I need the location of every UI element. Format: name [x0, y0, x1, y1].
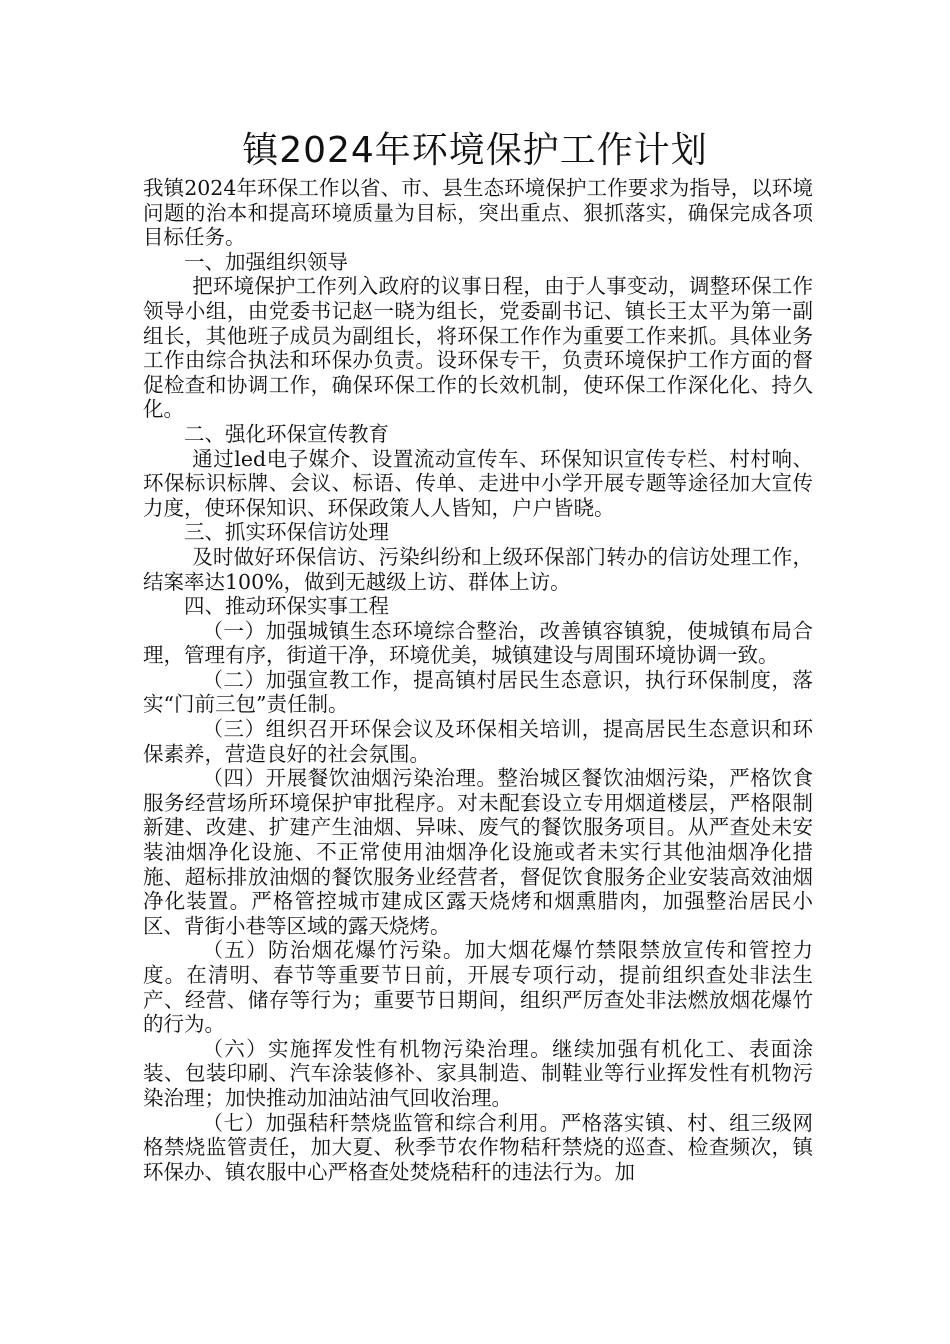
paragraph-project-1: （一）加强城镇生态环境综合整治，改善镇容镇貌，使城镇布局合理，管理有序，街道干净，环境优美，城镇建设与周围环境协调一致。	[143, 618, 813, 668]
section-heading-projects: 四、推动环保实事工程	[184, 594, 389, 619]
paragraph-project-4: （四）开展餐饮油烟污染治理。整治城区餐饮油烟污染，严格饮食服务经营场所环境保护审批程序。对未配套设立专用烟道楼层，严格限制新建、改建、扩建产生油烟、异味、废气的餐饮服务项目。从严查处未安装油烟净化设施、不正常使用油烟净化设施或者未实行其他油烟净化措施、超标排放油烟的餐饮服务业经营者，督促饮食服务企业安装高效油烟净化装置。严格管控城市建成区露天烧烤和烟熏腊肉，加强整治居民小区、背街小巷等区域的露天烧烤。	[143, 766, 813, 938]
section-heading-petitions: 三、抓实环保信访处理	[184, 520, 389, 545]
paragraph-project-7: （七）加强秸秆禁烧监管和综合利用。严格落实镇、村、组三级网格禁烧监管责任，加大夏、秋季节农作物秸秆禁烧的巡查、检查频次，镇环保办、镇农服中心严格查处焚烧秸秆的违法行为。加	[143, 1110, 813, 1184]
document-title: 镇2024年环境保护工作计划	[242, 130, 708, 171]
section-heading-organization: 一、加强组织领导	[184, 249, 348, 274]
paragraph-project-3: （三）组织召开环保会议及环保相关培训，提高居民生态意识和环保素养，营造良好的社会氛围。	[143, 717, 813, 766]
paragraph-project-6: （六）实施挥发性有机物污染治理。继续加强有机化工、表面涂装、包装印刷、汽车涂装修补、家具制造、制鞋业等行业挥发性有机物污染治理；加快推动加油站油气回收治理。	[143, 1036, 813, 1110]
paragraph-project-2: （二）加强宣教工作，提高镇村居民生态意识，执行环保制度，落实“门前三包”责任制。	[143, 667, 813, 717]
paragraph-project-5: （五）防治烟花爆竹污染。加大烟花爆竹禁限禁放宣传和管控力度。在清明、春节等重要节日前，开展专项行动，提前组织查处非法生产、经营、储存等行为；重要节日期间，组织严厉查处非法燃放烟花爆竹的行为。	[143, 938, 813, 1037]
paragraph-intro: 我镇2024年环保工作以省、市、县生态环境保护工作要求为指导，以环境问题的治本和提高环境质量为目标，突出重点、狠抓落实，确保完成各项目标任务。	[143, 176, 813, 250]
document-body	[143, 176, 813, 1184]
paragraph-organization: 把环境保护工作列入政府的议事日程，由于人事变动，调整环保工作领导小组，由党委书记赵一晓为组长，党委副书记、镇长王太平为第一副组长，其他班子成员为副组长，将环保工作作为重要工作来抓。具体业务工作由综合执法和环保办负责。设环保专干，负责环境保护工作方面的督促检查和协调工作，确保环保工作的长效机制，使环保工作深化化、持久化。	[143, 274, 813, 422]
section-heading-publicity: 二、强化环保宣传教育	[184, 421, 389, 446]
paragraph-publicity: 通过led电子媒介、设置流动宣传车、环保知识宣传专栏、村村响、环保标识标牌、会议、标语、传单、走进中小学开展专题等途径加大宣传力度，使环保知识、环保政策人人皆知，户户皆晓。	[143, 446, 813, 520]
paragraph-petitions: 及时做好环保信访、污染纠纷和上级环保部门转办的信访处理工作，结案率达100%，做到无越级上访、群体上访。	[143, 544, 813, 594]
